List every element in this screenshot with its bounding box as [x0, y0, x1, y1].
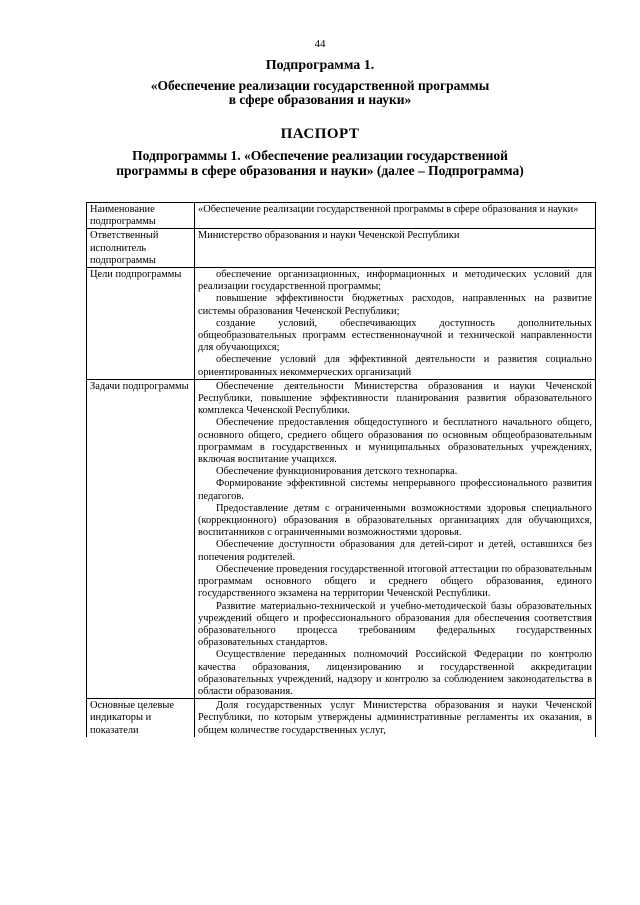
- row-paragraph: Министерство образования и науки Чеченской Республики: [198, 230, 460, 242]
- row-paragraph: создание условий, обеспечивающих доступность дополнительных общеобразовательных программ естественнонаучной и технической направленности для обучающихся;: [198, 317, 592, 354]
- row-value: [195, 203, 596, 229]
- row-label: Задачи подпрограммы: [87, 379, 195, 698]
- row-label: Основные целевые индикаторы и показатели: [87, 699, 195, 737]
- passport-row-executor: [87, 229, 596, 268]
- subprogram-name: [0, 79, 640, 107]
- subprogram-name-line-1: «Обеспечение реализации государственной программы: [150, 78, 490, 93]
- row-label: Цели подпрограммы: [87, 268, 195, 380]
- subprogram-title: Подпрограмма 1.: [265, 58, 375, 73]
- row-paragraph: повышение эффективности бюджетных расходов, направленных на развитие системы образования Чеченской Республики;: [198, 293, 592, 317]
- passport-table-body: [87, 203, 596, 737]
- subprogram-name-line-2: в сфере образования и науки»: [228, 92, 412, 107]
- row-paragraph: Осуществление переданных полномочий Российской Федерации по контролю качества образования, лицензированию и государственной аккредитации образовательных учреждений, надзору и контролю за соблюдением законодательства в области образования.: [198, 649, 592, 697]
- row-paragraph: обеспечение организационных, информационных и методических условий для реализации государственной программы;: [198, 269, 592, 293]
- passport-subtitle-line-1: Подпрограммы 1. «Обеспечение реализации государственной: [132, 148, 508, 163]
- passport-row-indicators: [87, 699, 596, 737]
- row-paragraph: Доля государственных услуг Министерства образования и науки Чеченской Республики, по которым утверждены административные регламенты их оказания, в общем количестве государственных услуг,: [198, 700, 592, 736]
- passport-subtitle-line-2: программы в сфере образования и науки» (далее – Подпрограмма): [116, 163, 524, 178]
- row-paragraph: Предоставление детям с ограниченными возможностями здоровья специального (коррекционного) образования в образовательных организациях для обучающихся, воспитанников с ограниченными возможностями здоровья.: [198, 502, 592, 539]
- row-paragraph: Обеспечение деятельности Министерства образования и науки Чеченской Республики, повышение эффективности планирования развития образовательного комплекса Чеченской Республики.: [198, 380, 592, 417]
- row-label: Ответственный исполнитель подпрограммы: [87, 229, 195, 268]
- row-paragraph: Обеспечение проведения государственной итоговой аттестации по образовательным программам основного общего и среднего общего образования, единого государственного экзамена на территории Чеченской Республики.: [198, 563, 592, 600]
- passport-subtitle: [0, 148, 640, 178]
- row-paragraph: обеспечение условий для эффективной деятельности и развития социально ориентированных некоммерческих организаций: [198, 354, 592, 378]
- passport-row-goals: [87, 268, 596, 380]
- passport-row-name: [87, 203, 596, 229]
- row-paragraph: «Обеспечение реализации государственной программы в сфере образования и науки»: [198, 204, 579, 215]
- row-value: [195, 229, 596, 268]
- passport-row-tasks: [87, 379, 596, 698]
- row-paragraph: Развитие материально-технической и учебно-методической базы образовательных учреждений общего и профессионального образования для обеспечения соответствия образовательного процесса требованиям федеральных государственных образовательных стандартов.: [198, 600, 592, 649]
- passport-table: [86, 202, 596, 737]
- row-paragraph: Обеспечение доступности образования для детей-сирот и детей, оставшихся без попечения родителей.: [198, 539, 592, 563]
- row-value: [195, 379, 596, 698]
- page-number: 44: [314, 38, 326, 50]
- row-value: [195, 268, 596, 380]
- row-paragraph: Обеспечение предоставления общедоступного и бесплатного начального общего, основного общего, среднего общего образования по основным общеобразовательным программам в государственных и муниципальных образовательных учреждениях, включая воспитание учащихся.: [198, 417, 592, 466]
- row-value: [195, 699, 596, 737]
- row-paragraph: Обеспечение функционирования детского технопарка.: [216, 466, 458, 478]
- passport-heading: ПАСПОРТ: [280, 126, 360, 142]
- row-label: Наименование подпрограммы: [87, 203, 195, 229]
- row-paragraph: Формирование эффективной системы непрерывного профессионального развития педагогов.: [198, 478, 592, 502]
